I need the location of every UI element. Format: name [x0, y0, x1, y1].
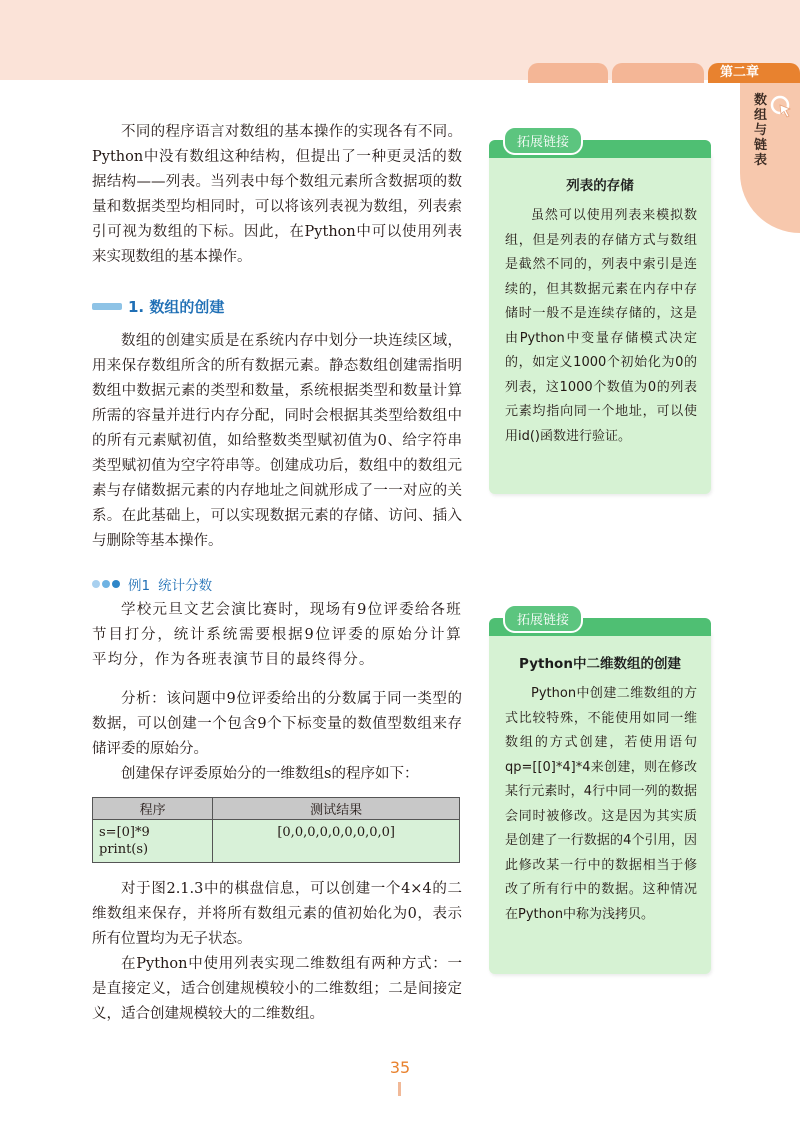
side-chapter-label: 数组与链表	[754, 93, 768, 168]
aside-title: 列表的存储	[566, 178, 634, 194]
section-heading	[92, 296, 462, 317]
cursor-click-icon	[770, 95, 794, 119]
aside-body: Python中创建二维数组的方式比较特殊，不能使用如同一维数组的方式创建，若使用语句qp=[[0]*4]*4来创建，则在修改某行元素时，4行中同一列的数据会同时被修改。这是因为其实质是创建了一行数据的4个引用，因此修改某一行中的数据相当于修改了所有行中的数据。这种情况在Python中称为浅拷贝。	[505, 686, 697, 922]
table-header-row	[93, 798, 460, 820]
program-code-cell	[93, 820, 213, 863]
chapter-tab-current: 第二章	[708, 63, 800, 83]
code-line: s=[0]*9	[99, 825, 150, 840]
aside-tab-label: 拓展链接	[503, 126, 583, 155]
aside-title: Python中二维数组的创建	[519, 656, 681, 672]
example-heading	[92, 574, 462, 594]
extension-box-2d-array	[489, 613, 711, 974]
heading-bar-decor	[92, 303, 122, 310]
code-line: print(s)	[99, 842, 149, 857]
creation-paragraph: 数组的创建实质是在系统内存中划分一块连续区域，用来保存数组所含的所有数据元素。静态数组创建需指明数组中数据元素的类型和数量，系统根据类型和数量计算所需的容量并进行内存分配，同时会根据其类型给数组中的所有元素赋初值，如给整数类型赋初值为0、给字符串类型赋初值为空字符串等。创建成功后，数组中的数组元素与存储数据元素的内存地址之间就形成了一一对应的关系。在此基础上，可以实现数据元素的存储、访问、插入与删除等基本操作。	[92, 333, 462, 549]
table-header-program: 程序	[93, 798, 213, 820]
program-intro: 创建保存评委原始分的一维数组s的程序如下：	[121, 766, 419, 782]
intro-paragraph: 不同的程序语言对数组的基本操作的实现各有不同。Python中没有数组这种结构，但提出了一种更灵活的数据结构——列表。当列表中每个数组元素所含数据项的数量和数据类型均相同时，可以将该列表视为数组，列表索引可视为数组的下标。因此，在Python中可以使用列表来实现数组的基本操作。	[92, 124, 462, 265]
aside-tab-label: 拓展链接	[503, 604, 583, 633]
table-header-result: 测试结果	[213, 798, 460, 820]
program-table	[92, 797, 460, 863]
analysis-paragraph: 分析：该问题中9位评委给出的分数属于同一类型的数据，可以创建一个包含9个下标变量的数值型数组来存储评委的原始分。	[92, 691, 462, 757]
section-title: 1. 数组的创建	[128, 298, 225, 316]
main-column	[92, 120, 462, 1027]
chapter-tab-decor-2	[612, 63, 704, 83]
example-text: 学校元旦文艺会演比赛时，现场有9位评委给各班节目打分，统计系统需要根据9位评委的原始分计算平均分，作为各班表演节目的最终得分。	[92, 602, 462, 668]
example-title: 统计分数	[158, 578, 213, 594]
chapter-tab-decor-1	[528, 63, 608, 83]
table-row	[93, 820, 460, 863]
side-chapter-tab	[740, 83, 800, 233]
extension-box-list-storage	[489, 135, 711, 494]
example-label: 例1	[128, 578, 151, 594]
page-number: 35	[389, 1058, 411, 1077]
test-result-cell: [0,0,0,0,0,0,0,0,0]	[213, 820, 460, 863]
board-paragraph: 对于图2.1.3中的棋盘信息，可以创建一个4×4的二维数组来保存，并将所有数组元素的值初始化为0，表示所有位置均为无子状态。	[92, 881, 462, 947]
two-d-paragraph: 在Python中使用列表实现二维数组有两种方式：一是直接定义，适合创建规模较小的二维数组；二是间接定义，适合创建规模较大的二维数组。	[92, 956, 462, 1022]
dots-icon	[92, 580, 122, 588]
page-number-tick-decor	[398, 1082, 401, 1096]
aside-body: 虽然可以使用列表来模拟数组，但是列表的存储方式与数组是截然不同的，列表中索引是连续的，但其数据元素在内存中存储时一般不是连续存储的，这是由Python中变量存储模式决定的，如定义1000个初始化为0的列表，这1000个数值为0的列表元素均指向同一个地址，可以使用id()函数进行验证。	[505, 208, 697, 444]
